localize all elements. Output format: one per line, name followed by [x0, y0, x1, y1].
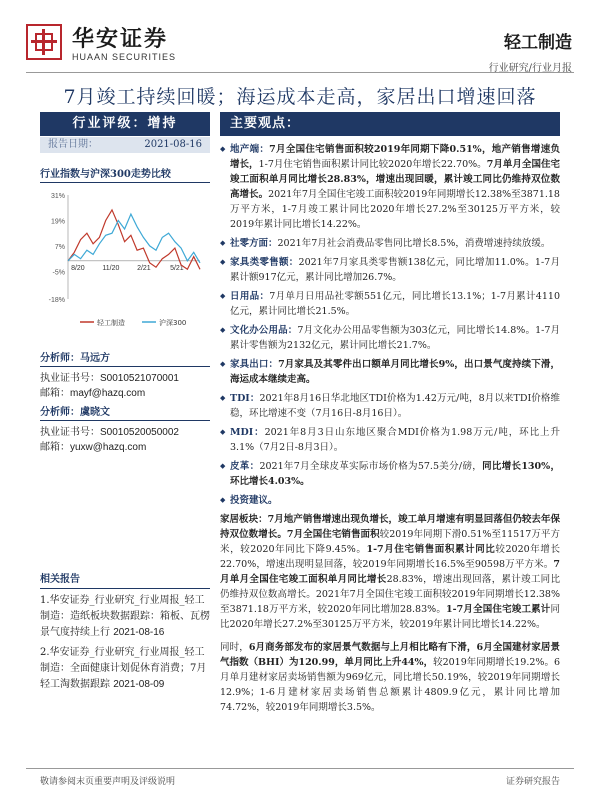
bullet-leather: ◆ 皮革：2021年7月全球皮革实际市场价格为57.5美分/磅，同比增长130%，环比增长4.03%。 [220, 459, 560, 489]
cert-number: S0010521070001 [100, 373, 179, 384]
date-label: 报告日期： [48, 139, 98, 150]
footer-divider [26, 768, 574, 769]
date-value: 2021-08-16 [144, 139, 202, 150]
bullet-investment-advice: ◆ 投资建议。 [220, 493, 560, 508]
related-report-date: 2021-08-09 [113, 679, 165, 690]
y-tick-label: 7% [54, 243, 65, 251]
main-content [220, 112, 560, 715]
analyst-label: 分析师： [40, 407, 80, 418]
analyst-2 [40, 403, 210, 455]
key-points-header: 主要观点： [220, 112, 560, 136]
analyst-email[interactable]: mayf@hazq.com [70, 388, 146, 399]
legend-label: 轻工制造 [97, 319, 125, 327]
industry-rating [40, 112, 210, 136]
y-tick-label: 19% [50, 218, 65, 226]
header-divider [26, 72, 574, 73]
y-tick-label: -5% [52, 269, 65, 277]
bullet-real-estate: ◆ 地产端：7月全国住宅销售面积较2019年同期下降0.51%，地产销售增速负增长，1-7月住宅销售面积累计同比较2020年增长22.70%。7月单月全国住宅竣工面积单月同比增长28.83%，增速出现回暖，累计竣工同比仍维持双位数高增长。2021年7月全国住宅竣工面积较2019年同期增长12.38%至3871.18万平方米，1-7月竣工累计同比2020年增长27.2%至30125万平方米，较2019年累计同比增长14.22%。 [220, 142, 560, 232]
legend-label: 沪深300 [159, 319, 187, 327]
cert-label: 执业证书号： [40, 373, 100, 384]
related-reports [40, 570, 210, 693]
chart-title: 行业指数与沪深300走势比较 [40, 165, 210, 183]
report-type: 行业研究/行业月报 [488, 63, 572, 74]
y-tick-label: 31% [50, 193, 65, 200]
related-reports-header: 相关报告 [40, 570, 210, 589]
related-report-title: 2.华安证券_行业研究_行业周报_轻工制造：全面健康计划促休育消费；7月轻工淘数据跟踪 [40, 647, 207, 690]
report-title: 7月竣工持续回暖；海运成本走高，家居出口增速回落 [63, 86, 537, 108]
bullet-daily-goods: ◆ 日用品：7月单月日用品社零额551亿元，同比增长13.1%；1-7月累计4110亿元，累计同比增长21.5%。 [220, 289, 560, 319]
series-line-csi300 [68, 214, 200, 263]
related-report-title: 1.华安证券_行业研究_行业周报_轻工制造：造纸板块数据跟踪：箱板、瓦楞景气度持续上行 [40, 595, 210, 638]
email-label: 邮箱： [40, 442, 70, 453]
analyst-name: 虞晓文 [80, 407, 110, 418]
rating-label: 行业评级： [72, 116, 148, 131]
logo-english-text: HUAAN SECURITIES [72, 52, 177, 62]
bullet-furniture-export: ◆ 家具出口：7月家具及其零件出口额单月同比增长9%，出口景气度持续下滑，海运成本继续走高。 [220, 357, 560, 387]
company-logo [26, 20, 186, 70]
series-line-industry [68, 210, 200, 269]
key-points-list [220, 142, 560, 508]
cert-label: 执业证书号： [40, 427, 100, 438]
bullet-tdi: ◆ TDI：2021年8月16日华北地区TDI价格为1.42万元/吨，8月以来TDI价格维稳，环比增速不变（7月16日-8月16日）。 [220, 391, 560, 421]
bullet-furniture-retail: ◆ 家具类零售额：2021年7月家具类零售额138亿元，同比增加11.0%。1-7月累计额917亿元，累计同比增加26.7%。 [220, 255, 560, 285]
bullet-retail: ◆ 社零方面：2021年7月社会消费品零售同比增长8.5%，消费增速持续放缓。 [220, 236, 560, 251]
x-tick-label: 5/21 [170, 264, 184, 272]
y-tick-label: -18% [48, 297, 65, 304]
sector-name: 轻工制造 [504, 33, 572, 53]
analyst-block [40, 349, 210, 455]
x-tick-label: 2/21 [137, 264, 151, 272]
bullet-mdi: ◆ MDI：2021年8月3日山东地区聚合MDI价格为1.98万元/吨，环比上升3.1%（7月2日-8月3日）。 [220, 425, 560, 455]
analyst-label: 分析师： [40, 353, 80, 364]
index-comparison-chart [40, 187, 210, 337]
x-tick-label: 8/20 [71, 264, 85, 272]
analyst-email[interactable]: yuxw@hazq.com [70, 442, 147, 453]
related-report-item[interactable] [40, 645, 210, 693]
analyst-1 [40, 349, 210, 401]
home-sector-paragraph: 家居板块：7月地产销售增速出现负增长，竣工单月增速有明显回落但仍较去年保持双位数增长。7月全国住宅销售面积较2019年同期下滑0.51%至11517万平方米，较2020年同比下降9.45%。1-7月住宅销售面积累计同比较2020年增长22.70%，增速出现明显回落，较2019年同期增长16.5%至90598万平方米。7月单月全国住宅竣工面积单月同比增长28.83%，增速出现回落，累计竣工同比仍维持双位数高增长。2021年7月全国住宅竣工面积较2019年同期增长12.38%至3871.18万平方米，较2020年同比增加28.83%。1-7月全国住宅竣工累计同比2020年增长27.2%至30125万平方米，较2019年累计同比增长14.22%。 [220, 514, 561, 630]
cert-number: S0010520050002 [100, 427, 179, 438]
analyst-name: 马远方 [80, 353, 110, 364]
related-report-date: 2021-08-16 [113, 627, 165, 638]
logo-mark-icon [26, 24, 62, 60]
footer-disclaimer: 敬请参阅末页重要声明及评级说明 [40, 777, 176, 787]
logo-chinese-text: 华安证券 [72, 26, 169, 52]
footer-report-label: 证券研究报告 [505, 777, 560, 787]
related-report-item[interactable] [40, 593, 210, 641]
x-tick-label: 11/20 [102, 264, 120, 272]
bullet-office-supplies: ◆ 文化办公用品：7月文化办公用品零售额为303亿元，同比增长14.8%。1-7月累计零售额为2132亿元，累计同比增长21.7%。 [220, 323, 560, 353]
report-date [40, 137, 210, 153]
bhi-paragraph: 同时，6月商务部发布的家居景气数据与上月相比略有下滑，6月全国建材家居景气指数（BHI）为120.99，单月同比上升44%，较2019年同期增长19.2%。6月单月建材家居卖场销售额为969亿元，同比增长50.19%，较2019年同期增长12.9%；1-6月建材家居卖场销售总额累计4809.9亿元，累计同比增加74.72%，较2019年同期增长3.5%。 [220, 642, 560, 713]
email-label: 邮箱： [40, 388, 70, 399]
left-sidebar [40, 112, 210, 455]
rating-value: 增持 [147, 116, 178, 131]
